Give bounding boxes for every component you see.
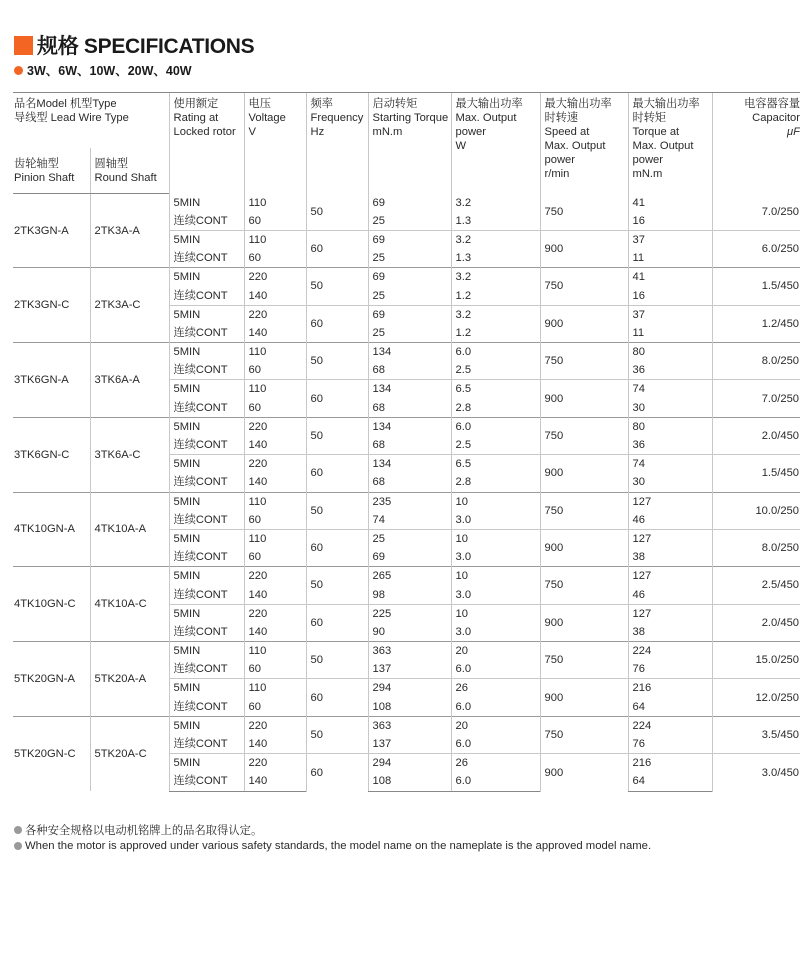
note-en: When the motor is approved under various safety standards, the model name on the nameplate is the approved model name. bbox=[14, 840, 651, 852]
voltage-cell: 140 bbox=[244, 735, 306, 754]
table-row bbox=[13, 268, 800, 287]
power-cell: 2.8 bbox=[451, 473, 540, 492]
rating-cell: 连续CONT bbox=[169, 473, 244, 492]
capacitor-cell: 1.5/450 bbox=[712, 455, 800, 492]
frequency-cell: 50 bbox=[306, 268, 368, 305]
rating-cell: 5MIN bbox=[169, 567, 244, 586]
rating-cell: 5MIN bbox=[169, 679, 244, 698]
voltage-cell: 110 bbox=[244, 194, 306, 212]
speed-cell: 750 bbox=[540, 716, 628, 753]
voltage-cell: 110 bbox=[244, 492, 306, 511]
round-model-cell: 2TK3A-C bbox=[90, 268, 169, 343]
torque-at-cell: 127 bbox=[628, 604, 712, 623]
power-cell: 3.2 bbox=[451, 305, 540, 324]
voltage-cell: 110 bbox=[244, 230, 306, 249]
rating-cell: 5MIN bbox=[169, 343, 244, 362]
frequency-cell: 60 bbox=[306, 455, 368, 492]
torque-at-cell: 64 bbox=[628, 772, 712, 791]
voltage-cell: 60 bbox=[244, 511, 306, 530]
voltage-cell: 110 bbox=[244, 380, 306, 399]
header-frequency: 频率 Frequency Hz bbox=[306, 93, 368, 194]
torque-cell: 134 bbox=[368, 380, 451, 399]
power-cell: 6.0 bbox=[451, 698, 540, 717]
rating-cell: 5MIN bbox=[169, 754, 244, 773]
torque-cell: 134 bbox=[368, 343, 451, 362]
speed-cell: 900 bbox=[540, 455, 628, 492]
capacitor-cell: 2.5/450 bbox=[712, 567, 800, 604]
header-rating: 使用额定 Rating at Locked rotor bbox=[169, 93, 244, 194]
speed-cell: 900 bbox=[540, 754, 628, 791]
table-row bbox=[13, 417, 800, 436]
rating-cell: 5MIN bbox=[169, 455, 244, 474]
torque-cell: 69 bbox=[368, 268, 451, 287]
torque-at-cell: 11 bbox=[628, 249, 712, 268]
table-row bbox=[13, 567, 800, 586]
speed-cell: 750 bbox=[540, 194, 628, 231]
pinion-model-cell: 2TK3GN-A bbox=[14, 224, 69, 237]
torque-cell: 108 bbox=[368, 698, 451, 717]
power-cell: 3.0 bbox=[451, 623, 540, 642]
power-cell: 3.2 bbox=[451, 268, 540, 287]
rating-cell: 连续CONT bbox=[169, 623, 244, 642]
voltage-cell: 110 bbox=[244, 642, 306, 661]
torque-cell: 68 bbox=[368, 361, 451, 380]
voltage-cell: 60 bbox=[244, 660, 306, 679]
rating-cell: 5MIN bbox=[169, 492, 244, 511]
header-power: 最大输出功率 Max. Output power W bbox=[451, 93, 540, 194]
capacitor-cell: 1.5/450 bbox=[712, 268, 800, 305]
header-pinion: 齿轮轴型 Pinion Shaft bbox=[13, 148, 90, 194]
torque-cell: 68 bbox=[368, 399, 451, 418]
pinion-model-cell: 5TK20GN-A bbox=[13, 642, 90, 717]
orange-dot-icon bbox=[14, 66, 23, 75]
torque-at-cell: 127 bbox=[628, 492, 712, 511]
power-cell: 6.0 bbox=[451, 417, 540, 436]
power-cell: 3.2 bbox=[451, 194, 540, 212]
voltage-cell: 220 bbox=[244, 305, 306, 324]
frequency-cell: 50 bbox=[306, 417, 368, 454]
frequency-cell: 50 bbox=[306, 567, 368, 604]
power-cell: 2.5 bbox=[451, 361, 540, 380]
power-cell: 3.0 bbox=[451, 548, 540, 567]
power-cell: 10 bbox=[451, 567, 540, 586]
power-cell: 26 bbox=[451, 679, 540, 698]
rating-cell: 5MIN bbox=[169, 529, 244, 548]
grey-dot-icon bbox=[14, 826, 22, 834]
power-range-text: 3W、6W、10W、20W、40W bbox=[27, 64, 192, 78]
rating-cell: 5MIN bbox=[169, 230, 244, 249]
capacitor-cell: 1.2/450 bbox=[712, 305, 800, 342]
orange-square-icon bbox=[14, 36, 33, 55]
grey-dot-icon bbox=[14, 842, 22, 850]
frequency-cell: 50 bbox=[306, 716, 368, 753]
torque-cell: 294 bbox=[368, 679, 451, 698]
torque-cell: 25 bbox=[368, 529, 451, 548]
torque-at-cell: 74 bbox=[628, 380, 712, 399]
header-model: 品名Model 机型Type 导线型 Lead Wire Type bbox=[13, 93, 169, 149]
power-cell: 6.5 bbox=[451, 455, 540, 474]
rating-cell: 连续CONT bbox=[169, 660, 244, 679]
rating-cell: 5MIN bbox=[169, 380, 244, 399]
pinion-model-cell: 5TK20GN-C bbox=[13, 716, 90, 791]
table-row bbox=[13, 716, 800, 735]
voltage-cell: 220 bbox=[244, 455, 306, 474]
torque-at-cell: 37 bbox=[628, 305, 712, 324]
power-cell: 1.3 bbox=[451, 212, 540, 231]
power-cell: 6.0 bbox=[451, 772, 540, 791]
voltage-cell: 220 bbox=[244, 604, 306, 623]
frequency-cell: 60 bbox=[306, 529, 368, 566]
power-range bbox=[14, 62, 192, 78]
voltage-cell: 110 bbox=[244, 529, 306, 548]
torque-at-cell: 36 bbox=[628, 436, 712, 455]
rating-cell: 5MIN bbox=[169, 417, 244, 436]
power-cell: 6.0 bbox=[451, 735, 540, 754]
torque-at-cell: 46 bbox=[628, 585, 712, 604]
table-row bbox=[13, 194, 800, 212]
capacitor-cell: 7.0/250 bbox=[712, 194, 800, 231]
capacitor-cell: 10.0/250 bbox=[712, 492, 800, 529]
torque-at-cell: 37 bbox=[628, 230, 712, 249]
torque-cell: 137 bbox=[368, 735, 451, 754]
pinion-model-cell: 2TK3GN-C bbox=[13, 268, 90, 343]
power-cell: 10 bbox=[451, 529, 540, 548]
round-model-cell: 3TK6A-C bbox=[90, 417, 169, 492]
torque-cell: 68 bbox=[368, 473, 451, 492]
speed-cell: 900 bbox=[540, 679, 628, 716]
speed-cell: 750 bbox=[540, 268, 628, 305]
torque-at-cell: 38 bbox=[628, 623, 712, 642]
rating-cell: 连续CONT bbox=[169, 436, 244, 455]
speed-cell: 900 bbox=[540, 529, 628, 566]
voltage-cell: 60 bbox=[244, 249, 306, 268]
rating-cell: 连续CONT bbox=[169, 212, 244, 231]
torque-at-cell: 41 bbox=[628, 268, 712, 287]
torque-cell: 69 bbox=[368, 230, 451, 249]
torque-at-cell: 16 bbox=[628, 286, 712, 305]
capacitor-cell: 7.0/250 bbox=[712, 380, 800, 417]
power-cell: 6.5 bbox=[451, 380, 540, 399]
table-row bbox=[13, 642, 800, 661]
rating-cell: 5MIN bbox=[169, 194, 244, 212]
pinion-model-cell: 4TK10GN-A bbox=[13, 492, 90, 567]
torque-cell: 69 bbox=[368, 194, 451, 212]
speed-cell: 900 bbox=[540, 305, 628, 342]
torque-cell: 265 bbox=[368, 567, 451, 586]
voltage-cell: 140 bbox=[244, 623, 306, 642]
rating-cell: 连续CONT bbox=[169, 361, 244, 380]
power-cell: 3.0 bbox=[451, 511, 540, 530]
voltage-cell: 220 bbox=[244, 716, 306, 735]
rating-cell: 连续CONT bbox=[169, 399, 244, 418]
speed-cell: 750 bbox=[540, 492, 628, 529]
torque-cell: 69 bbox=[368, 305, 451, 324]
capacitor-cell: 3.5/450 bbox=[712, 716, 800, 753]
header-round: 圆轴型 Round Shaft bbox=[90, 148, 169, 194]
round-model-cell: 5TK20A-A bbox=[90, 642, 169, 717]
torque-cell: 134 bbox=[368, 417, 451, 436]
power-cell: 1.2 bbox=[451, 286, 540, 305]
pinion-model-cell: 4TK10GN-C bbox=[13, 567, 90, 642]
torque-at-cell: 36 bbox=[628, 361, 712, 380]
table-row bbox=[13, 492, 800, 511]
frequency-cell: 60 bbox=[306, 679, 368, 716]
torque-cell: 363 bbox=[368, 716, 451, 735]
torque-cell: 68 bbox=[368, 436, 451, 455]
frequency-cell: 60 bbox=[306, 604, 368, 641]
torque-cell: 69 bbox=[368, 548, 451, 567]
torque-at-cell: 80 bbox=[628, 343, 712, 362]
power-cell: 2.5 bbox=[451, 436, 540, 455]
power-cell: 2.8 bbox=[451, 399, 540, 418]
frequency-cell: 60 bbox=[306, 230, 368, 267]
speed-cell: 750 bbox=[540, 567, 628, 604]
spec-table bbox=[13, 92, 800, 792]
header-voltage: 电压 Voltage V bbox=[244, 93, 306, 194]
voltage-cell: 220 bbox=[244, 268, 306, 287]
voltage-cell: 60 bbox=[244, 698, 306, 717]
rating-cell: 连续CONT bbox=[169, 585, 244, 604]
rating-cell: 5MIN bbox=[169, 642, 244, 661]
torque-at-cell: 127 bbox=[628, 529, 712, 548]
voltage-cell: 110 bbox=[244, 343, 306, 362]
torque-at-cell: 30 bbox=[628, 399, 712, 418]
torque-cell: 74 bbox=[368, 511, 451, 530]
rating-cell: 连续CONT bbox=[169, 249, 244, 268]
torque-cell: 90 bbox=[368, 623, 451, 642]
round-model-cell: 3TK6A-A bbox=[90, 343, 169, 418]
power-cell: 1.2 bbox=[451, 324, 540, 343]
torque-cell: 137 bbox=[368, 660, 451, 679]
voltage-cell: 140 bbox=[244, 772, 306, 791]
power-cell: 1.3 bbox=[451, 249, 540, 268]
rating-cell: 连续CONT bbox=[169, 324, 244, 343]
speed-cell: 900 bbox=[540, 604, 628, 641]
frequency-cell: 60 bbox=[306, 754, 368, 791]
capacitor-cell: 8.0/250 bbox=[712, 343, 800, 380]
power-cell: 10 bbox=[451, 604, 540, 623]
torque-at-cell: 76 bbox=[628, 735, 712, 754]
table-row bbox=[13, 343, 800, 362]
header-speed: 最大输出功率 时转速 Speed at Max. Output power r/min bbox=[540, 93, 628, 194]
torque-at-cell: 127 bbox=[628, 567, 712, 586]
capacitor-cell: 12.0/250 bbox=[712, 679, 800, 716]
voltage-cell: 60 bbox=[244, 548, 306, 567]
rating-cell: 连续CONT bbox=[169, 511, 244, 530]
power-cell: 20 bbox=[451, 642, 540, 661]
header-row bbox=[13, 93, 800, 149]
torque-cell: 25 bbox=[368, 212, 451, 231]
torque-at-cell: 80 bbox=[628, 417, 712, 436]
power-cell: 10 bbox=[451, 492, 540, 511]
voltage-cell: 140 bbox=[244, 473, 306, 492]
torque-at-cell: 38 bbox=[628, 548, 712, 567]
speed-cell: 750 bbox=[540, 343, 628, 380]
torque-cell: 25 bbox=[368, 324, 451, 343]
round-model-cell: 5TK20A-C bbox=[90, 716, 169, 791]
torque-at-cell: 224 bbox=[628, 642, 712, 661]
power-cell: 6.0 bbox=[451, 660, 540, 679]
voltage-cell: 60 bbox=[244, 361, 306, 380]
capacitor-cell: 8.0/250 bbox=[712, 529, 800, 566]
capacitor-cell: 15.0/250 bbox=[712, 642, 800, 679]
rating-cell: 5MIN bbox=[169, 716, 244, 735]
capacitor-cell: 2.0/450 bbox=[712, 417, 800, 454]
power-cell: 3.0 bbox=[451, 585, 540, 604]
rating-cell: 连续CONT bbox=[169, 286, 244, 305]
voltage-cell: 220 bbox=[244, 567, 306, 586]
title-text: 规格 SPECIFICATIONS bbox=[37, 35, 255, 58]
torque-at-cell: 16 bbox=[628, 212, 712, 231]
frequency-cell: 50 bbox=[306, 642, 368, 679]
speed-cell: 750 bbox=[540, 417, 628, 454]
round-model-cell: 4TK10A-C bbox=[90, 567, 169, 642]
voltage-cell: 110 bbox=[244, 679, 306, 698]
header-torque-at: 最大输出功率 时转矩 Torque at Max. Output power mN.m bbox=[628, 93, 712, 194]
rating-cell: 连续CONT bbox=[169, 735, 244, 754]
capacitor-cell: 2.0/450 bbox=[712, 604, 800, 641]
torque-cell: 25 bbox=[368, 286, 451, 305]
torque-at-cell: 11 bbox=[628, 324, 712, 343]
header-capacitor: 电容器容量 Capacitor μF bbox=[712, 93, 800, 194]
torque-cell: 134 bbox=[368, 455, 451, 474]
speed-cell: 900 bbox=[540, 230, 628, 267]
capacitor-cell: 3.0/450 bbox=[712, 754, 800, 791]
power-cell: 6.0 bbox=[451, 343, 540, 362]
power-cell: 20 bbox=[451, 716, 540, 735]
torque-cell: 235 bbox=[368, 492, 451, 511]
section-title bbox=[14, 32, 254, 58]
rating-cell: 5MIN bbox=[169, 268, 244, 287]
voltage-cell: 140 bbox=[244, 286, 306, 305]
torque-cell: 98 bbox=[368, 585, 451, 604]
pinion-model-cell: 3TK6GN-C bbox=[13, 417, 90, 492]
rating-cell: 5MIN bbox=[169, 305, 244, 324]
pinion-model-cell: 3TK6GN-A bbox=[13, 343, 90, 418]
speed-cell: 750 bbox=[540, 642, 628, 679]
header-torque: 启动转矩 Starting Torque mN.m bbox=[368, 93, 451, 194]
frequency-cell: 50 bbox=[306, 343, 368, 380]
torque-at-cell: 216 bbox=[628, 679, 712, 698]
rating-cell: 连续CONT bbox=[169, 772, 244, 791]
torque-at-cell: 41 bbox=[628, 194, 712, 212]
frequency-cell: 60 bbox=[306, 380, 368, 417]
voltage-cell: 140 bbox=[244, 585, 306, 604]
torque-at-cell: 30 bbox=[628, 473, 712, 492]
round-model-cell: 4TK10A-A bbox=[90, 492, 169, 567]
power-cell: 26 bbox=[451, 754, 540, 773]
voltage-cell: 140 bbox=[244, 324, 306, 343]
torque-cell: 108 bbox=[368, 772, 451, 791]
torque-at-cell: 46 bbox=[628, 511, 712, 530]
voltage-cell: 220 bbox=[244, 417, 306, 436]
note-cn: 各种安全规格以电动机铭牌上的品名取得认定。 bbox=[14, 822, 262, 838]
rating-cell: 连续CONT bbox=[169, 548, 244, 567]
round-model-cell: 2TK3A-A bbox=[90, 194, 169, 268]
voltage-cell: 60 bbox=[244, 212, 306, 231]
torque-cell: 363 bbox=[368, 642, 451, 661]
torque-cell: 25 bbox=[368, 249, 451, 268]
torque-at-cell: 224 bbox=[628, 716, 712, 735]
power-cell: 3.2 bbox=[451, 230, 540, 249]
voltage-cell: 140 bbox=[244, 436, 306, 455]
torque-at-cell: 76 bbox=[628, 660, 712, 679]
rating-cell: 连续CONT bbox=[169, 698, 244, 717]
torque-cell: 225 bbox=[368, 604, 451, 623]
torque-at-cell: 74 bbox=[628, 455, 712, 474]
voltage-cell: 220 bbox=[244, 754, 306, 773]
torque-cell: 294 bbox=[368, 754, 451, 773]
capacitor-cell: 6.0/250 bbox=[712, 230, 800, 267]
speed-cell: 900 bbox=[540, 380, 628, 417]
frequency-cell: 50 bbox=[306, 194, 368, 231]
torque-at-cell: 216 bbox=[628, 754, 712, 773]
rating-cell: 5MIN bbox=[169, 604, 244, 623]
frequency-cell: 50 bbox=[306, 492, 368, 529]
voltage-cell: 60 bbox=[244, 399, 306, 418]
torque-at-cell: 64 bbox=[628, 698, 712, 717]
frequency-cell: 60 bbox=[306, 305, 368, 342]
